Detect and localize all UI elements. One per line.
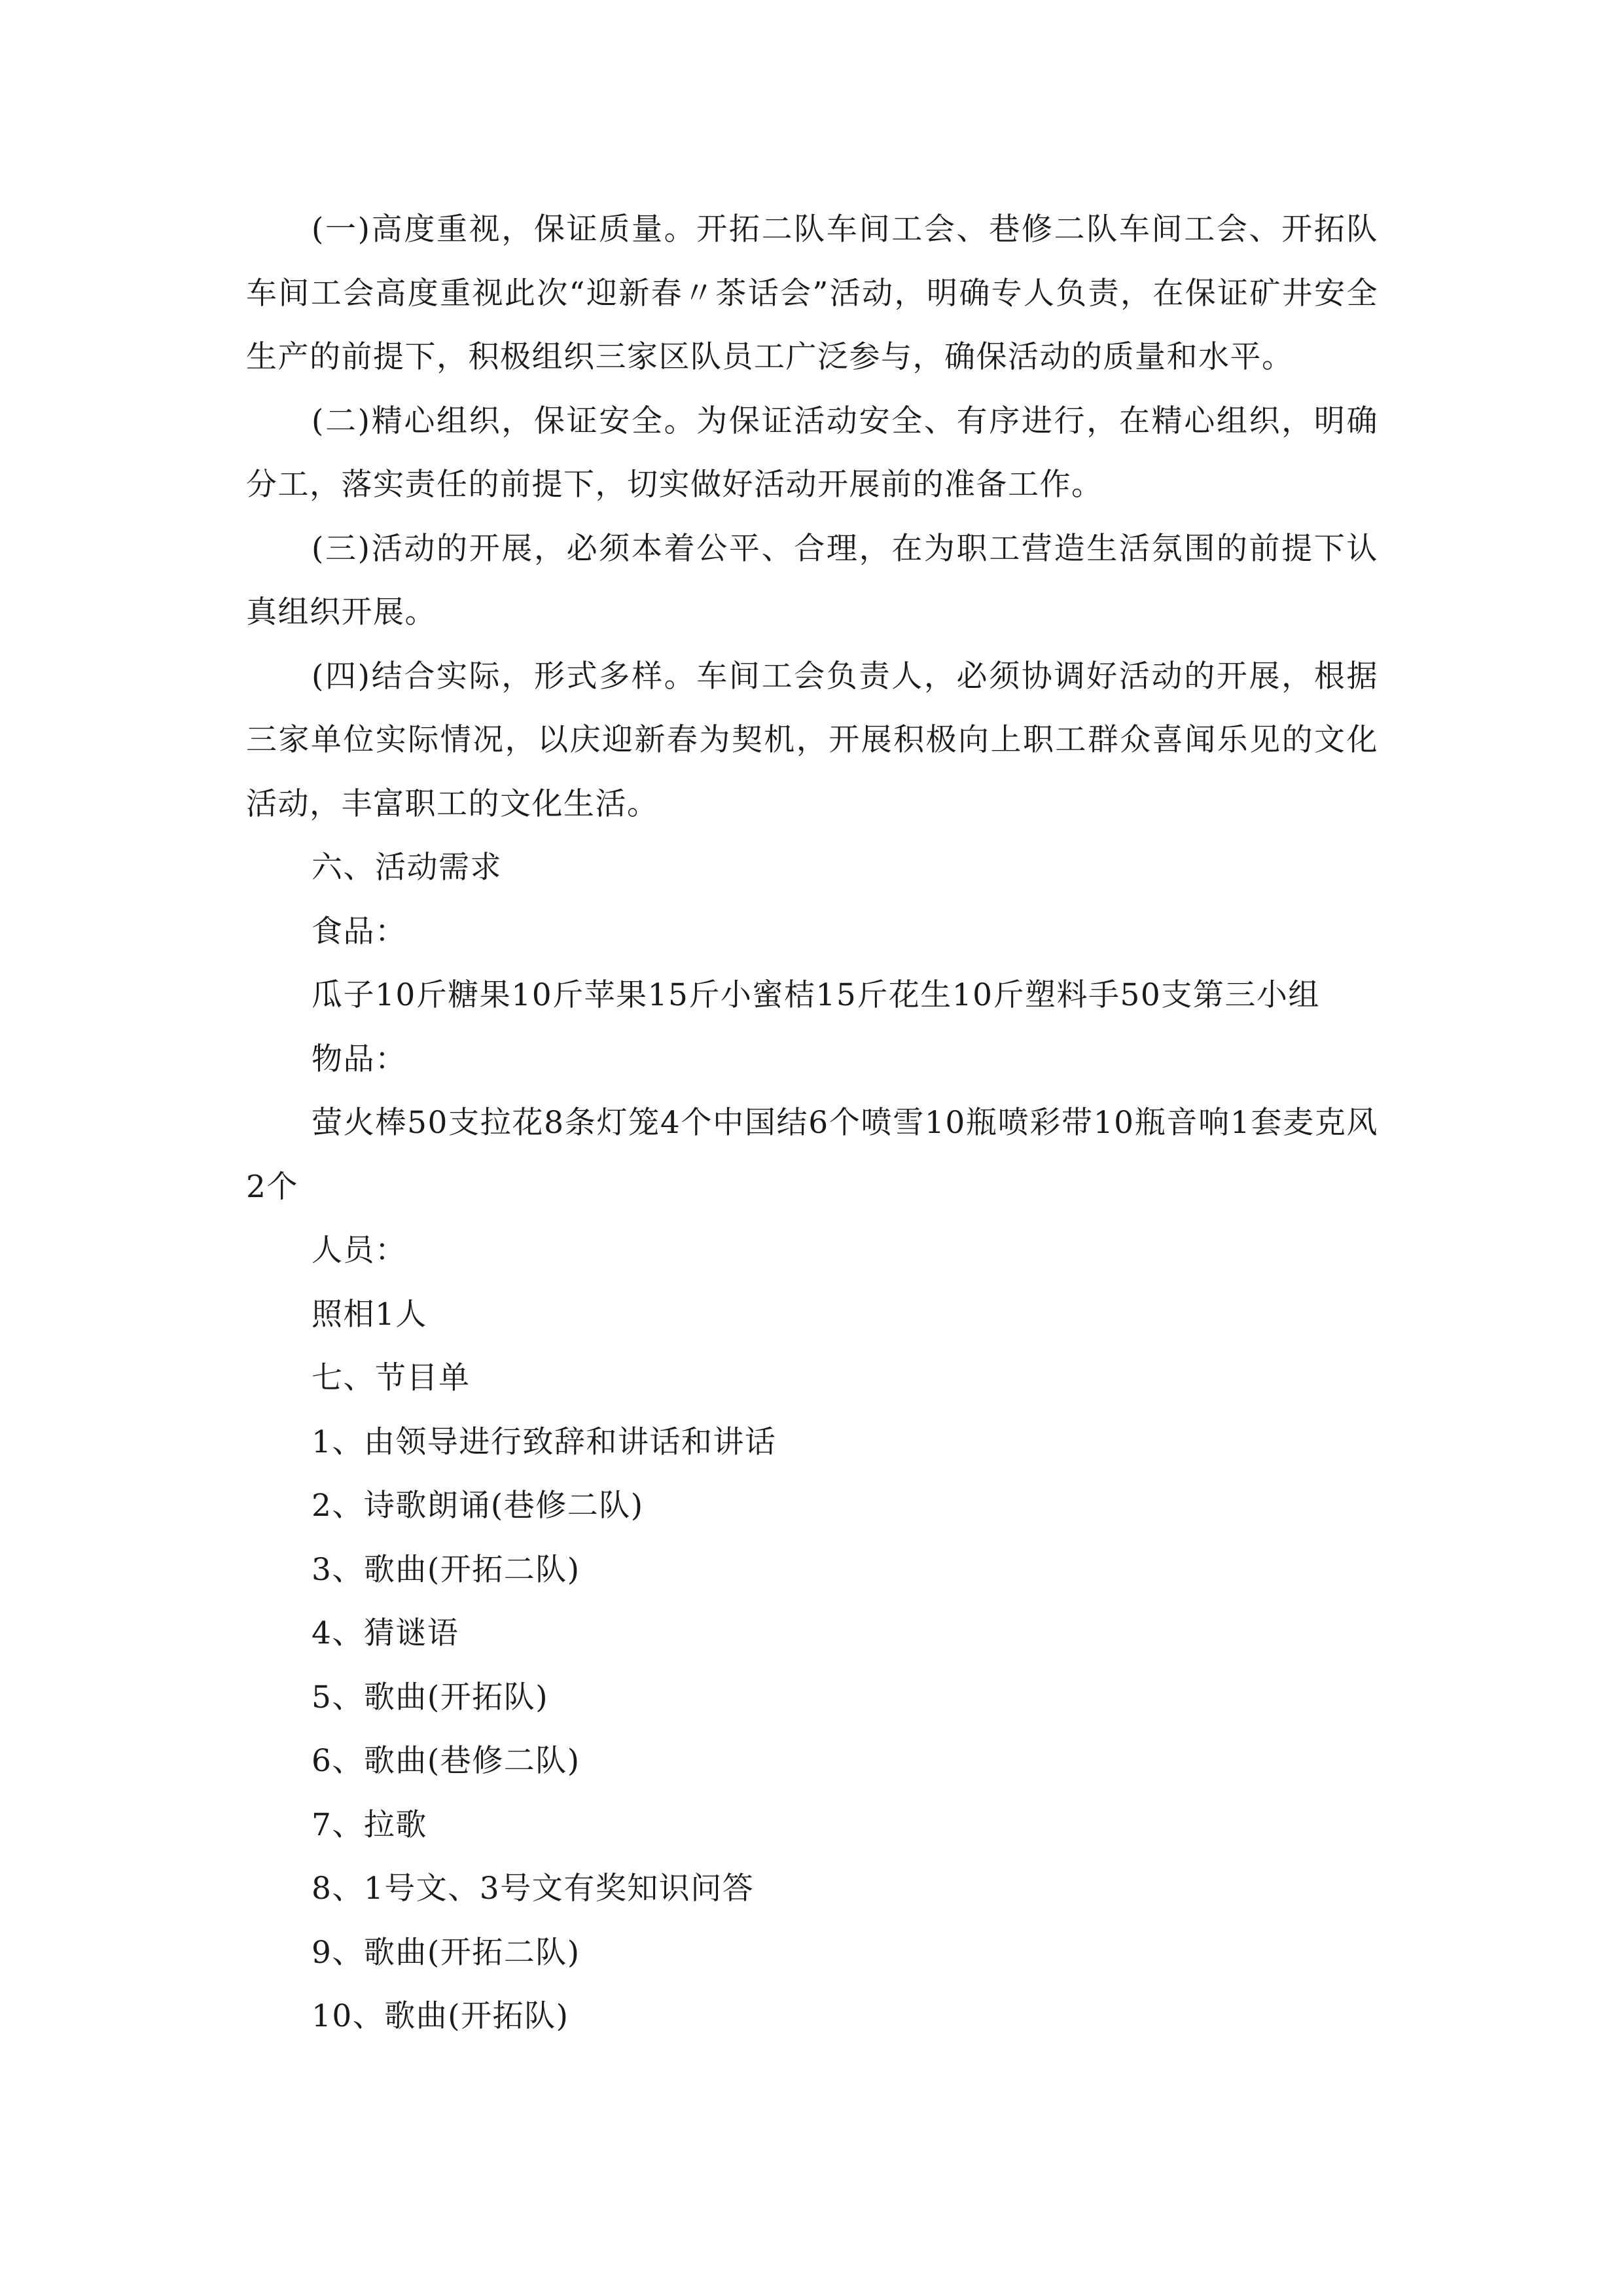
paragraph-emphasis-quality: (一)高度重视，保证质量。开拓二队车间工会、巷修二队车间工会、开拓队车间工会高度重视此次“迎新春〃茶话会”活动，明确专人负责，在保证矿井安全生产的前提下，积极组织三家区队员工广泛参与，确保活动的质量和水平。 (246, 211, 1378, 375)
items-list: 萤火棒50支拉花8条灯笼4个中国结6个喷雪10瓶喷彩带10瓶音响1套麦克风2个 (246, 1105, 1378, 1205)
document-body (246, 198, 1378, 2049)
personnel-list: 照相1人 (312, 1296, 427, 1333)
program-item-4: 4、猜谜语 (312, 1615, 459, 1651)
label-food: 食品： (312, 913, 407, 950)
program-item-2: 2、诗歌朗诵(巷修二队) (312, 1488, 644, 1524)
section-heading-activity-needs: 六、活动需求 (312, 850, 502, 886)
food-list: 瓜子10斤糖果10斤苹果15斤小蜜桔15斤花生10斤塑料手50支第三小组 (312, 977, 1320, 1013)
program-item-9: 9、歌曲(开拓二队) (312, 1934, 580, 1971)
paragraph-fair-conduct: (三)活动的开展，必须本着公平、合理，在为职工营造生活氛围的前提下认真组织开展。 (246, 530, 1378, 630)
program-item-1: 1、由领导进行致辞和讲话和讲话 (312, 1424, 777, 1460)
paragraph-combine-practice: (四)结合实际，形式多样。车间工会负责人，必须协调好活动的开展，根据三家单位实际情况，以庆迎新春为契机，开展积极向上职工群众喜闻乐见的文化活动，丰富职工的文化生活。 (246, 658, 1378, 822)
label-items: 物品： (312, 1041, 407, 1077)
program-item-5: 5、歌曲(开拓队) (312, 1679, 549, 1715)
section-heading-program: 七、节目单 (312, 1360, 471, 1396)
program-item-7: 7、拉歌 (312, 1806, 427, 1843)
program-item-3: 3、歌曲(开拓二队) (312, 1551, 580, 1588)
program-item-10: 10、歌曲(开拓队) (312, 1998, 569, 2034)
program-item-8: 8、1号文、3号文有奖知识问答 (312, 1871, 755, 1907)
label-personnel: 人员： (312, 1232, 407, 1268)
program-item-6: 6、歌曲(巷修二队) (312, 1743, 580, 1779)
paragraph-careful-organization: (二)精心组织，保证安全。为保证活动安全、有序进行，在精心组织，明确分工，落实责任的前提下，切实做好活动开展前的准备工作。 (246, 403, 1378, 503)
